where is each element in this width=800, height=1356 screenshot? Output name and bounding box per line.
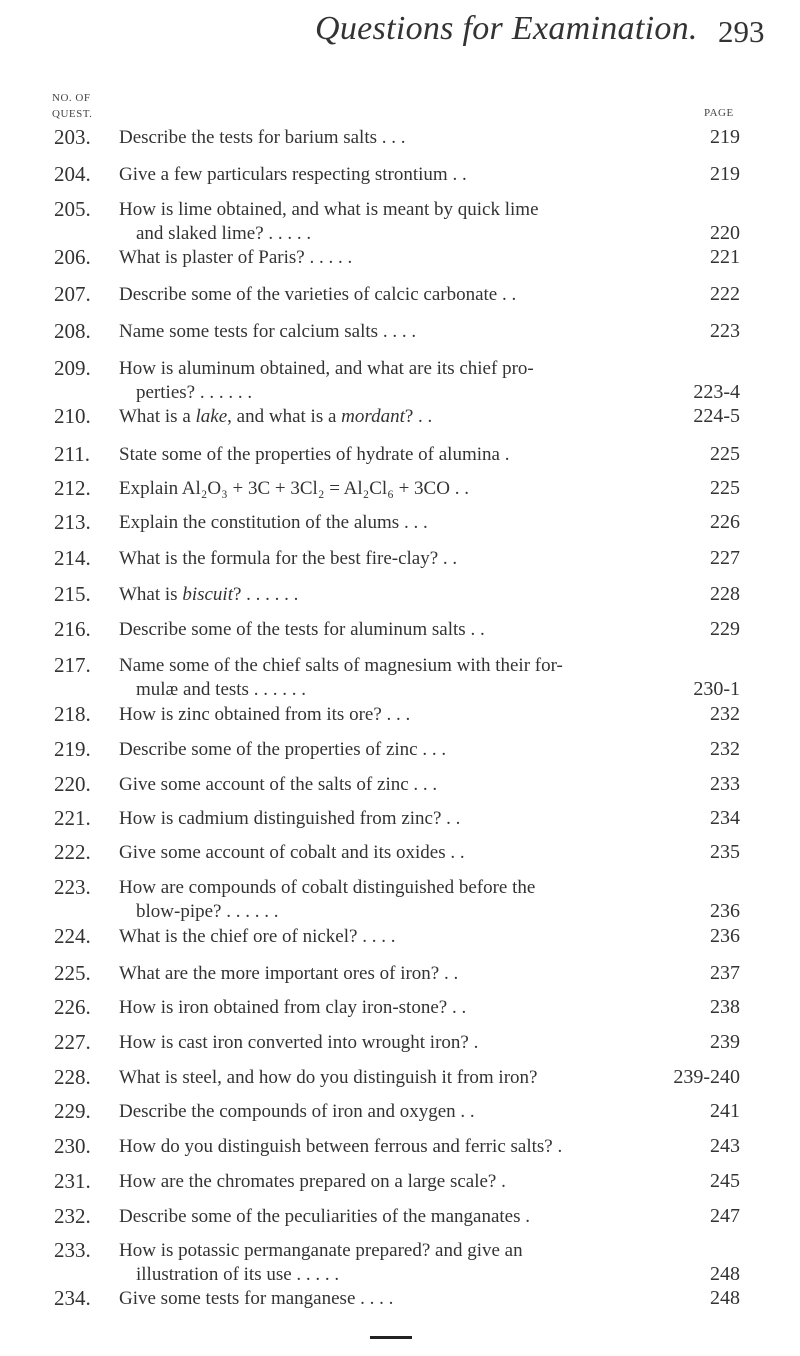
question-number: 226. [54, 995, 91, 1019]
question-line [119, 406, 432, 427]
question-line: Give some account of cobalt and its oxides . . [119, 842, 465, 863]
question-text [119, 1239, 679, 1287]
page-reference: 236 [710, 900, 740, 922]
question-number: 203. [54, 125, 91, 149]
question-line: How are compounds of cobalt distinguished before the [119, 877, 536, 898]
question-number: 219. [54, 737, 91, 761]
leader-dots: . [496, 1171, 506, 1192]
italic-term: lake [195, 406, 228, 427]
question-number: 215. [54, 582, 91, 606]
running-title: Questions for Examination. [315, 10, 698, 47]
question-number: 225. [54, 961, 91, 985]
question-text [119, 773, 679, 797]
question-number: 211. [54, 442, 90, 466]
question-line [119, 584, 298, 605]
question-number: 212. [54, 476, 91, 500]
leader-dots: . . [449, 478, 469, 499]
page-reference: 232 [710, 703, 740, 725]
page-reference: 229 [710, 618, 740, 640]
leader-dots: . . [465, 619, 485, 640]
page-column-head: PAGE [704, 107, 734, 119]
question-number: 224. [54, 924, 91, 948]
page-reference: 248 [710, 1263, 740, 1285]
leader-dots: . . [447, 997, 467, 1018]
question-continuation-line: mulæ and tests . . . . . . [136, 679, 306, 700]
page-reference: 227 [710, 547, 740, 569]
running-head [0, 10, 800, 70]
question-line: Describe some of the tests for aluminum salts . . [119, 619, 485, 640]
question-line: Describe some of the peculiarities of the manganates . [119, 1206, 530, 1227]
question-text-part: ? . . . . . . [233, 584, 299, 605]
question-number: 230. [54, 1134, 91, 1158]
question-text [119, 996, 679, 1020]
page-reference: 223-4 [693, 381, 740, 403]
question-line: How is aluminum obtained, and what are its chief pro- [119, 358, 534, 379]
question-text [119, 583, 679, 607]
question-text [119, 477, 679, 501]
page-reference: 248 [710, 1287, 740, 1309]
question-number: 213. [54, 510, 91, 534]
leader-dots: . . [455, 1101, 475, 1122]
question-line: What is the chief ore of nickel? . . . . [119, 926, 396, 947]
question-number: 217. [54, 653, 91, 677]
question-text-part: ? . . [404, 406, 433, 427]
page-reference: 230-1 [693, 678, 740, 700]
question-line: Name some of the chief salts of magnesium with their for- [119, 655, 563, 676]
leader-dots: . . . [381, 704, 411, 725]
question-line: Give a few particulars respecting strontium . . [119, 164, 467, 185]
question-number: 207. [54, 282, 91, 306]
question-continuation-line: blow-pipe? . . . . . . [136, 901, 279, 922]
page-reference: 225 [710, 477, 740, 499]
question-text [119, 1135, 679, 1159]
question-text [119, 876, 679, 924]
page-reference: 232 [710, 738, 740, 760]
question-number: 208. [54, 319, 91, 343]
page-reference: 219 [710, 163, 740, 185]
question-text [119, 841, 679, 865]
question-line: How is zinc obtained from its ore? . . . [119, 704, 411, 725]
question-text-part: What is a [119, 406, 196, 427]
question-text [119, 962, 679, 986]
question-text [119, 1170, 679, 1194]
question-line: How are the chromates prepared on a large scale? . [119, 1171, 506, 1192]
page-reference: 220 [710, 222, 740, 244]
question-line: Describe the compounds of iron and oxygen . . [119, 1101, 475, 1122]
question-number: 223. [54, 875, 91, 899]
question-text [119, 1031, 679, 1055]
question-line: Describe some of the properties of zinc . . . [119, 739, 447, 760]
question-line: How do you distinguish between ferrous and ferric salts? . [119, 1136, 563, 1157]
question-text [119, 126, 679, 150]
question-text [119, 654, 679, 702]
question-number-column-head: NO. OF QUEST. [52, 92, 93, 120]
page-reference: 236 [710, 925, 740, 947]
question-continuation-line: illustration of its use . . . . . [136, 1264, 340, 1285]
page-reference: 219 [710, 126, 740, 148]
question-number: 209. [54, 356, 91, 380]
question-number: 216. [54, 617, 91, 641]
question-text [119, 283, 679, 307]
question-text [119, 925, 679, 949]
page-reference: 226 [710, 511, 740, 533]
page-reference: 247 [710, 1205, 740, 1227]
leader-dots: . . [447, 164, 467, 185]
question-continuation-line: perties? . . . . . . [136, 382, 253, 403]
leader-dots: . . . [417, 739, 447, 760]
question-number: 232. [54, 1204, 91, 1228]
question-text [119, 703, 679, 727]
question-number: 204. [54, 162, 91, 186]
question-number: 228. [54, 1065, 91, 1089]
question-text [119, 320, 679, 344]
question-text-part: What is [119, 584, 183, 605]
leader-dots: . . [439, 963, 459, 984]
question-number: 229. [54, 1099, 91, 1123]
question-text [119, 1100, 679, 1124]
leader-dots: . [520, 1206, 530, 1227]
question-text [119, 1066, 679, 1090]
page-reference: 221 [710, 246, 740, 268]
question-line: What is steel, and how do you distinguish it from iron? [119, 1067, 538, 1088]
question-text [119, 357, 679, 405]
question-number: 210. [54, 404, 91, 428]
page-reference: 239-240 [673, 1066, 740, 1088]
question-line: Explain the constitution of the alums . . . [119, 512, 428, 533]
leader-dots: . . . [408, 774, 438, 795]
page-reference: 235 [710, 841, 740, 863]
question-line: How is cast iron converted into wrought iron? . [119, 1032, 479, 1053]
question-text [119, 246, 679, 270]
question-line: Give some account of the salts of zinc . . . [119, 774, 438, 795]
question-continuation-line: and slaked lime? . . . . . [136, 223, 312, 244]
leader-dots: . . [438, 548, 458, 569]
question-line: Name some tests for calcium salts . . . . [119, 321, 417, 342]
question-line: How is iron obtained from clay iron-stone? . . [119, 997, 467, 1018]
question-line: State some of the properties of hydrate of alumina . [119, 444, 510, 465]
question-text [119, 1205, 679, 1229]
closing-rule [370, 1336, 412, 1339]
leader-dots: . [468, 1032, 479, 1053]
page-reference: 225 [710, 443, 740, 465]
leader-dots: . [499, 444, 510, 465]
question-line: Describe the tests for barium salts . . . [119, 127, 406, 148]
question-text [119, 511, 679, 535]
question-number: 218. [54, 702, 91, 726]
question-line: How is lime obtained, and what is meant by quick lime [119, 199, 539, 220]
question-text [119, 405, 679, 429]
leader-dots: . [506, 284, 517, 305]
page-reference: 239 [710, 1031, 740, 1053]
page-number: 293 [718, 14, 765, 49]
question-number: 222. [54, 840, 91, 864]
question-text [119, 1287, 679, 1311]
question-text [119, 443, 679, 467]
page-reference: 223 [710, 320, 740, 342]
question-text [119, 807, 679, 831]
question-number: 227. [54, 1030, 91, 1054]
question-text [119, 163, 679, 187]
question-text [119, 738, 679, 762]
question-text-part: , and what is a [227, 406, 342, 427]
question-line: What is the formula for the best fire-clay? . . [119, 548, 458, 569]
question-line: How is potassic permanganate prepared? and give an [119, 1240, 523, 1261]
question-text [119, 547, 679, 571]
leader-dots: . . [441, 808, 461, 829]
leader-dots: . . . [377, 127, 406, 148]
question-text [119, 618, 679, 642]
leader-dots: . [552, 1136, 563, 1157]
page-reference: 238 [710, 996, 740, 1018]
question-number: 206. [54, 245, 91, 269]
page-reference: 233 [710, 773, 740, 795]
page-reference: 224-5 [693, 405, 740, 427]
question-line: Explain Al₂O₃ + 3C + 3Cl₂ = Al₂Cl₆ + 3CO . . [119, 478, 469, 499]
page-reference: 234 [710, 807, 740, 829]
question-line: What are the more important ores of iron? . . [119, 963, 459, 984]
question-number: 221. [54, 806, 91, 830]
question-number: 220. [54, 772, 91, 796]
question-number: 231. [54, 1169, 91, 1193]
question-number: 205. [54, 197, 91, 221]
question-line: How is cadmium distinguished from zinc? . . [119, 808, 461, 829]
page-reference: 245 [710, 1170, 740, 1192]
question-line: Give some tests for manganese . . . . [119, 1288, 394, 1309]
italic-term: biscuit [182, 584, 233, 605]
page-reference: 243 [710, 1135, 740, 1157]
question-number: 234. [54, 1286, 91, 1310]
page-reference: 222 [710, 283, 740, 305]
question-number: 233. [54, 1238, 91, 1262]
question-line: What is plaster of Paris? . . . . . [119, 247, 353, 268]
leader-dots: . . . [399, 512, 428, 533]
italic-term: mordant [341, 406, 405, 427]
page-reference: 237 [710, 962, 740, 984]
question-line: Describe some of the varieties of calcic carbonate . . [119, 284, 517, 305]
page-reference: 241 [710, 1100, 740, 1122]
leader-dots: . . [445, 842, 465, 863]
question-text [119, 198, 679, 246]
page-reference: 228 [710, 583, 740, 605]
question-number: 214. [54, 546, 91, 570]
